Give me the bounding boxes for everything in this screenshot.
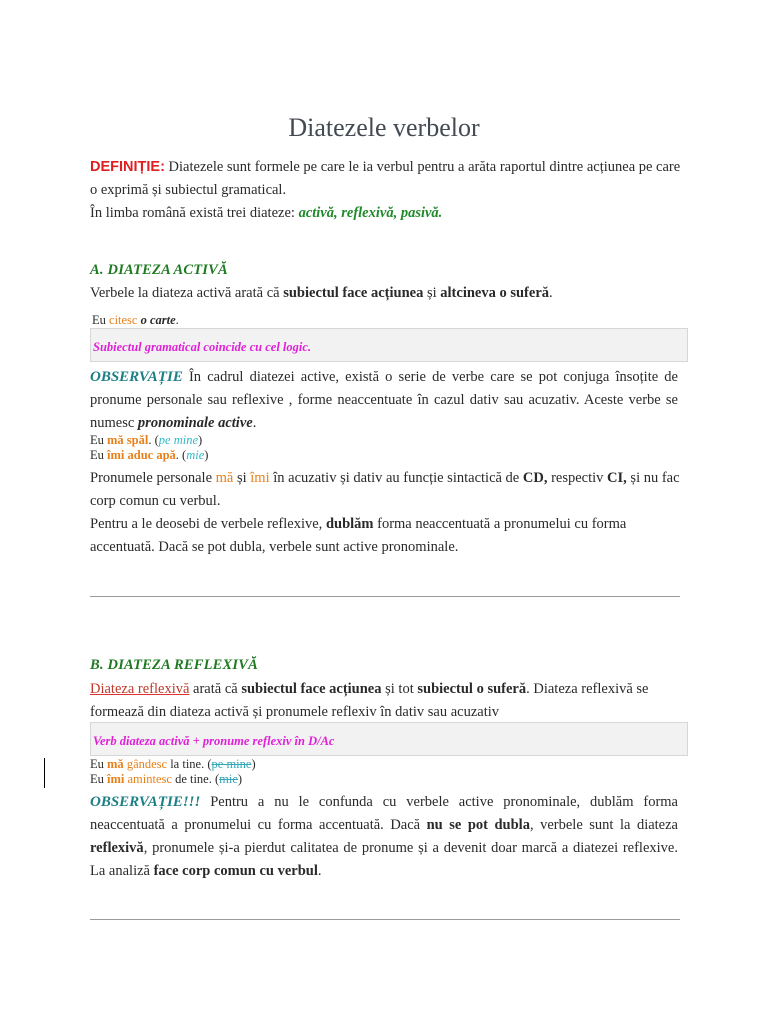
text: . ( — [148, 433, 159, 447]
object: o carte — [140, 313, 176, 327]
verb: gândesc — [123, 757, 168, 771]
text: , verbele sunt la diateza — [529, 817, 678, 833]
text: . — [549, 285, 553, 301]
text: . ( — [175, 448, 187, 462]
section-b-observation — [90, 791, 678, 883]
text: forma neaccentuată a pronumelui cu forma accentuată. Dacă se pot dubla, verbele sunt active pronominale. — [90, 516, 627, 555]
text: În cadrul diatezei active, există o serie de verbe care se pot conjuga însoțite de pronume personale sau reflexive , forme neaccentuate în cazul dativ sau acuzativ. Aceste verbe se numesc — [90, 369, 678, 431]
struck-pronoun: mie — [219, 772, 238, 786]
text: . — [175, 313, 179, 327]
bold-text: nu se pot dubla — [426, 817, 530, 833]
text: Eu — [92, 313, 110, 327]
text: , pronumele și-a pierdut calitatea de pronume și a devenit doar marcă a diatezei reflexive. La analiză — [90, 840, 678, 879]
text: . Diateza reflexivă se formează din diateza activă și pronumele reflexiv în dativ sau acuzativ — [90, 681, 649, 720]
rule-box-reflexive — [90, 722, 688, 756]
pronoun: mie — [186, 448, 205, 462]
bold-text: reflexivă — [90, 840, 144, 856]
bold-text: subiectul o suferă — [417, 681, 527, 697]
text: ) — [237, 772, 243, 786]
text: arată că — [189, 681, 242, 697]
rule-box-active — [90, 328, 688, 362]
text: Pentru a nu le confunda cu verbele active pronominale, dublăm forma neaccentuată a pronumelui cu forma accentuată. Dacă — [90, 794, 678, 833]
diateza-reflexiva-term: Diateza reflexivă — [90, 681, 190, 697]
example-ma-gandesc — [90, 757, 256, 772]
text: la tine. ( — [167, 757, 212, 771]
text: ) — [198, 433, 203, 447]
pronoun: îmi — [107, 772, 125, 786]
bold-text: subiectul face acțiunea — [283, 285, 424, 301]
text: și tot — [381, 681, 418, 697]
definition-paragraph — [90, 156, 690, 225]
pronoun: mă — [215, 470, 234, 486]
text: Eu — [90, 433, 108, 447]
section-a-heading: A. DIATEZA ACTIVĂ — [90, 262, 228, 278]
section-a-observation — [90, 366, 678, 435]
diateze-list: activă, reflexivă, pasivă. — [298, 205, 443, 221]
text: ) — [251, 757, 256, 771]
text: respectiv — [547, 470, 608, 486]
section-b-paragraph-1 — [90, 678, 680, 724]
section-divider — [90, 919, 680, 920]
verb: amintesc — [124, 772, 172, 786]
bold-text: CD, — [522, 470, 548, 486]
pronoun: mă — [107, 757, 124, 771]
text: și — [423, 285, 441, 301]
example-imi-aduc — [90, 448, 208, 463]
pronoun: pe mine — [158, 433, 198, 447]
struck-pronoun: pe mine — [211, 757, 252, 771]
text: Eu — [90, 757, 108, 771]
example-citesc — [92, 313, 179, 328]
text: Eu — [90, 448, 108, 462]
verb: îmi aduc apă — [107, 448, 176, 462]
section-a-paragraph-2 — [90, 467, 682, 513]
bold-text: CI, — [607, 470, 627, 486]
verb: citesc — [109, 313, 138, 327]
section-a-paragraph-3 — [90, 513, 682, 559]
text: în acuzativ și dativ au funcție sintactică de — [269, 470, 523, 486]
example-imi-amintesc — [90, 772, 242, 787]
text: Verbele la diateza activă arată că — [90, 285, 284, 301]
section-divider — [90, 596, 680, 597]
text: Pentru a le deosebi de verbele reflexive, — [90, 516, 326, 532]
bold-text: subiectul face acțiunea — [241, 681, 382, 697]
definition-label: DEFINIȚIE: — [90, 159, 165, 175]
bold-italic-text: pronominale active — [137, 415, 253, 431]
text: Pronumele personale — [90, 470, 216, 486]
bold-text: dublăm — [325, 516, 374, 532]
text-cursor — [44, 758, 45, 788]
page-title: Diatezele verbelor — [288, 113, 480, 142]
text: . — [252, 415, 257, 431]
rule-text: Subiectul gramatical coincide cu cel logic. — [93, 340, 312, 354]
example-ma-spal — [90, 433, 202, 448]
bold-text: altcineva o suferă — [440, 285, 550, 301]
observation-label: OBSERVAȚIE!!! — [90, 794, 201, 810]
bold-text: face corp comun cu verbul — [153, 863, 318, 879]
text: Eu — [90, 772, 108, 786]
section-b-heading: B. DIATEZA REFLEXIVĂ — [90, 657, 258, 673]
text: . — [317, 863, 322, 879]
definition-text: Diatezele sunt formele pe care le ia verbul pentru a arăta raportul dintre acțiunea pe care o exprimă și subiectul gramatical. — [90, 159, 681, 198]
text: și nu fac corp comun cu verbul. — [90, 470, 680, 509]
verb: mă spăl — [107, 433, 149, 447]
diateze-intro-text: În limba română există trei diateze: — [90, 205, 299, 221]
rule-text: Verb diateza activă + pronume reflexiv în D/Ac — [93, 734, 335, 748]
text: ) — [204, 448, 209, 462]
section-a-paragraph-1 — [90, 282, 690, 305]
text: și — [233, 470, 251, 486]
pronoun: îmi — [250, 470, 270, 486]
observation-label: OBSERVAȚIE — [90, 369, 183, 385]
text: de tine. ( — [171, 772, 220, 786]
